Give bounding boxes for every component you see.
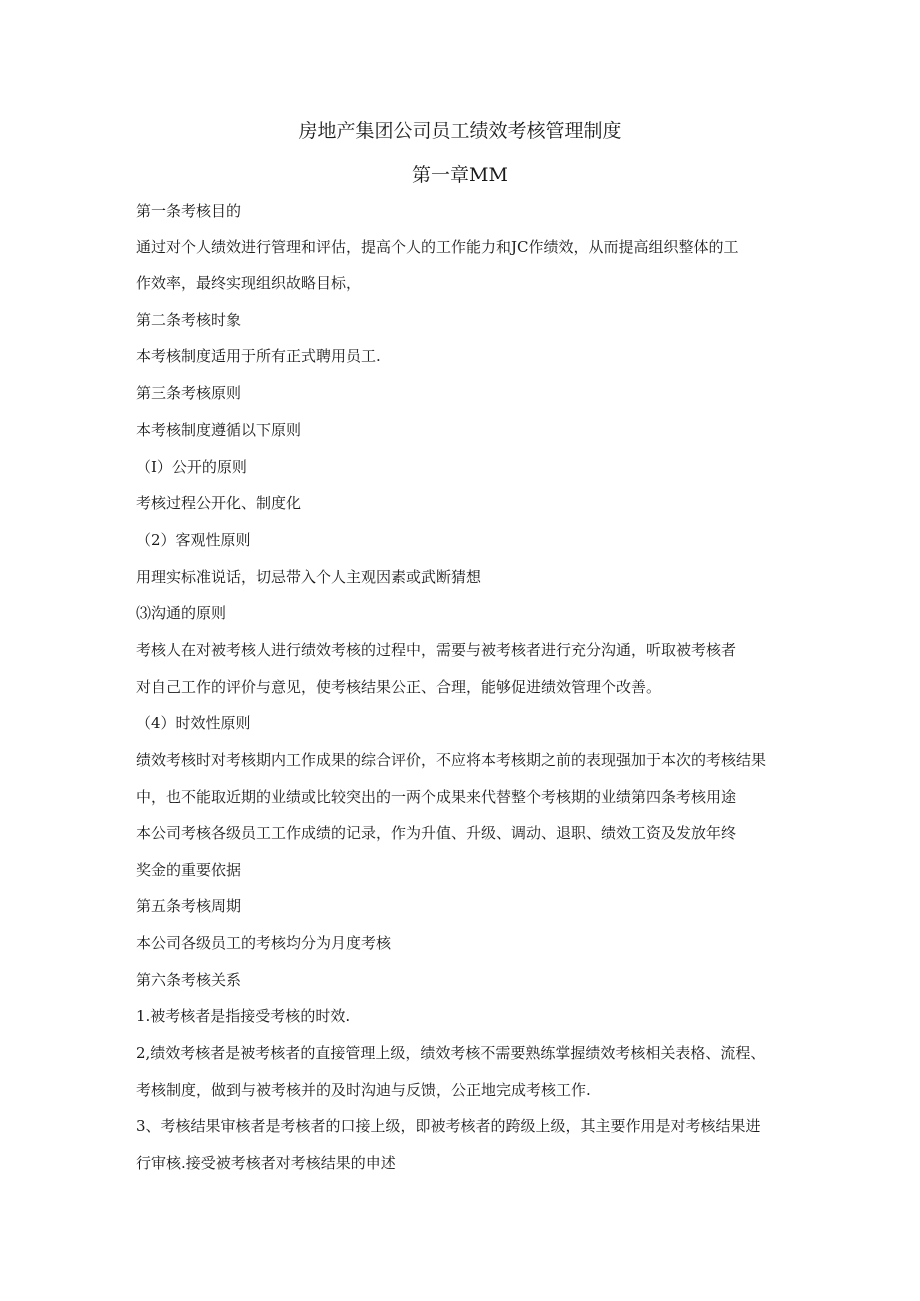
- chapter-heading: 第一章MM: [412, 164, 508, 186]
- paragraph-line: 本考核制度遵循以下原则: [136, 421, 302, 439]
- paragraph-line: 用理实标准说话，切忌带入个人主观因素或武断猜想: [136, 568, 482, 586]
- paragraph-line: 本公司各级员工的考核均分为月度考核: [136, 934, 392, 952]
- article-heading: 第一条考核目的: [136, 202, 242, 220]
- paragraph-line: 本公司考核各级员工工作成绩的记录，作为升值、升级、调动、退职、绩效工资及发放年终: [136, 824, 737, 842]
- list-item: 3、考核结果审核者是考核者的口接上级，即被考核者的跨级上级，其主要作用是对考核结果进: [136, 1117, 761, 1135]
- paragraph-line: 奖金的重要依据: [136, 861, 242, 879]
- article-heading: 第二条考核时象: [136, 311, 242, 329]
- paragraph-line: 考核人在对被考核人进行绩效考核的过程中，需要与被考核者进行充分沟通，听取被考核者: [136, 641, 737, 659]
- paragraph-line: 行审核.接受被考核者对考核结果的申述: [136, 1154, 396, 1172]
- list-item: 1.被考核者是指接受考核的时效.: [136, 1007, 351, 1025]
- article-heading: 第三条考核原则: [136, 384, 242, 402]
- principle-heading: （2）客观性原则: [136, 531, 251, 549]
- list-item: 2,绩效考核者是被考核者的直接管理上级，绩效考核不需要熟练掌握绩效考核相关表格、流程、: [136, 1044, 766, 1062]
- paragraph-line: 对自己工作的评价与意见，使考核结果公正、合理，能够促进绩效管理个改善。: [136, 678, 662, 696]
- principle-heading: ⑶沟通的原则: [136, 604, 227, 622]
- paragraph-line: 本考核制度适用于所有正式聘用员工.: [136, 347, 381, 365]
- paragraph-line: 考核制度，做到与被考核并的及时沟迪与反馈，公正地完成考核工作.: [136, 1081, 591, 1099]
- paragraph-line: 中，也不能取近期的业绩或比较突出的一两个成果来代替整个考核期的业绩第四条考核用途: [136, 788, 737, 806]
- paragraph-line: 作效率，最终实现组织故略目标，: [136, 274, 362, 292]
- article-heading: 第六条考核关系: [136, 971, 242, 989]
- paragraph-line: 通过对个人绩效进行管理和评估，提高个人的工作能力和JC作绩效，从而提高组织整体的工: [136, 238, 739, 256]
- principle-heading: （4）时效性原则: [136, 714, 251, 732]
- paragraph-line: 考核过程公开化、制度化: [136, 494, 302, 512]
- paragraph-line: 绩效考核时对考核期内工作成果的综合评价，不应将本考核期之前的表现强加于本次的考核结果: [136, 751, 767, 769]
- document-title: 房地产集团公司员工绩效考核管理制度: [298, 120, 622, 142]
- principle-heading: （I）公开的原则: [136, 458, 247, 476]
- article-heading: 第五条考核周期: [136, 897, 242, 915]
